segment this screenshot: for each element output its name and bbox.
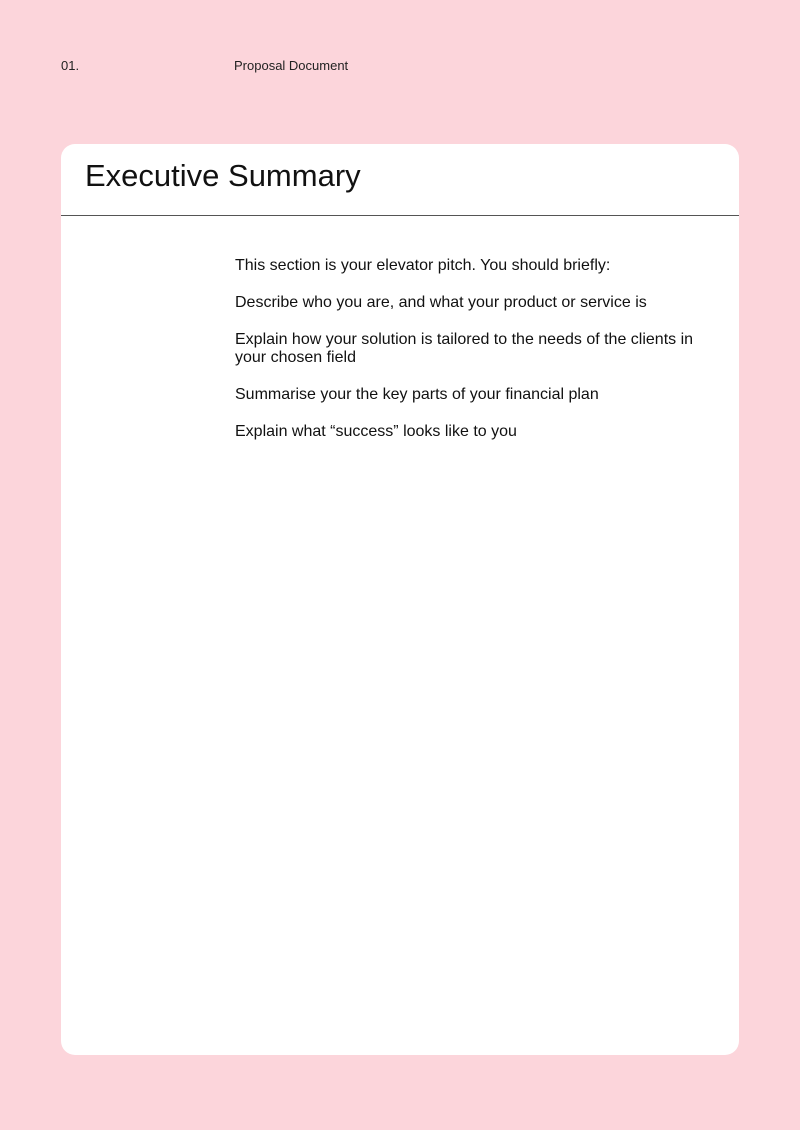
paragraph: This section is your elevator pitch. You should briefly:	[235, 257, 611, 274]
content-card	[61, 144, 739, 1055]
divider	[61, 215, 739, 216]
page-number: 01.	[61, 58, 80, 73]
paragraph: Describe who you are, and what your product or service is	[235, 294, 647, 311]
section-title: Executive Summary	[85, 158, 361, 193]
paragraph: Explain what “success” looks like to you	[235, 423, 517, 440]
paragraph: Explain how your solution is tailored to the needs of the clients in your chosen field	[235, 331, 694, 366]
document-title: Proposal Document	[234, 58, 349, 73]
paragraph: Summarise your the key parts of your financial plan	[235, 386, 599, 403]
section-body	[235, 257, 715, 460]
